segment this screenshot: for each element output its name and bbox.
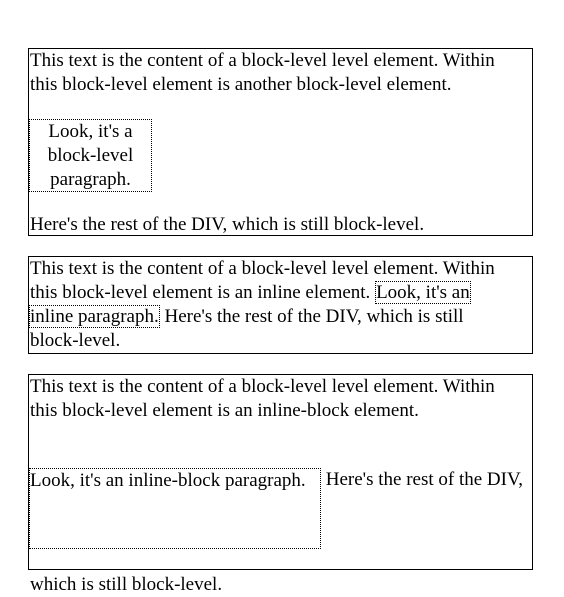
inline-paragraph-part1: Look, it's an — [376, 282, 470, 303]
inline-block-example-row — [30, 468, 532, 549]
inline-paragraph-part2: inline paragraph. — [30, 306, 159, 327]
inline-example-line2-text: this block-level element is an inline element. — [30, 282, 376, 303]
inline-example-line1: This text is the content of a block-level level element. Within — [30, 258, 495, 279]
block-example-div — [28, 48, 533, 236]
inline-block-example-div — [28, 374, 533, 595]
inline-block-example-intro-line2: this block-level element is an inline-block element. — [30, 400, 419, 421]
inline-block-example-rest-line1: Here's the rest of the DIV, — [321, 469, 523, 490]
inline-example-line3-rest: Here's the rest of the DIV, which is still — [159, 306, 464, 327]
inline-example-line4: block-level. — [30, 330, 121, 351]
inline-block-paragraph: Look, it's an inline-block paragraph. — [29, 468, 321, 549]
block-paragraph-line1: Look, it's a — [48, 121, 133, 142]
block-level-paragraph — [29, 119, 152, 192]
inline-block-example-intro-line1: This text is the content of a block-level level element. Within — [30, 376, 495, 397]
block-example-intro-line2: this block-level element is another block-level element. — [30, 74, 452, 95]
block-example-rest: Here's the rest of the DIV, which is still block-level. — [30, 214, 425, 235]
inline-example-div — [28, 256, 533, 354]
inline-block-example-rest-line2: which is still block-level. — [30, 574, 223, 595]
inline-example-line2 — [30, 281, 532, 305]
inline-example-line3 — [30, 305, 532, 329]
block-paragraph-line3: paragraph. — [50, 169, 131, 190]
block-example-intro-line1: This text is the content of a block-level level element. Within — [30, 50, 495, 71]
block-paragraph-line2: block-level — [47, 145, 134, 166]
